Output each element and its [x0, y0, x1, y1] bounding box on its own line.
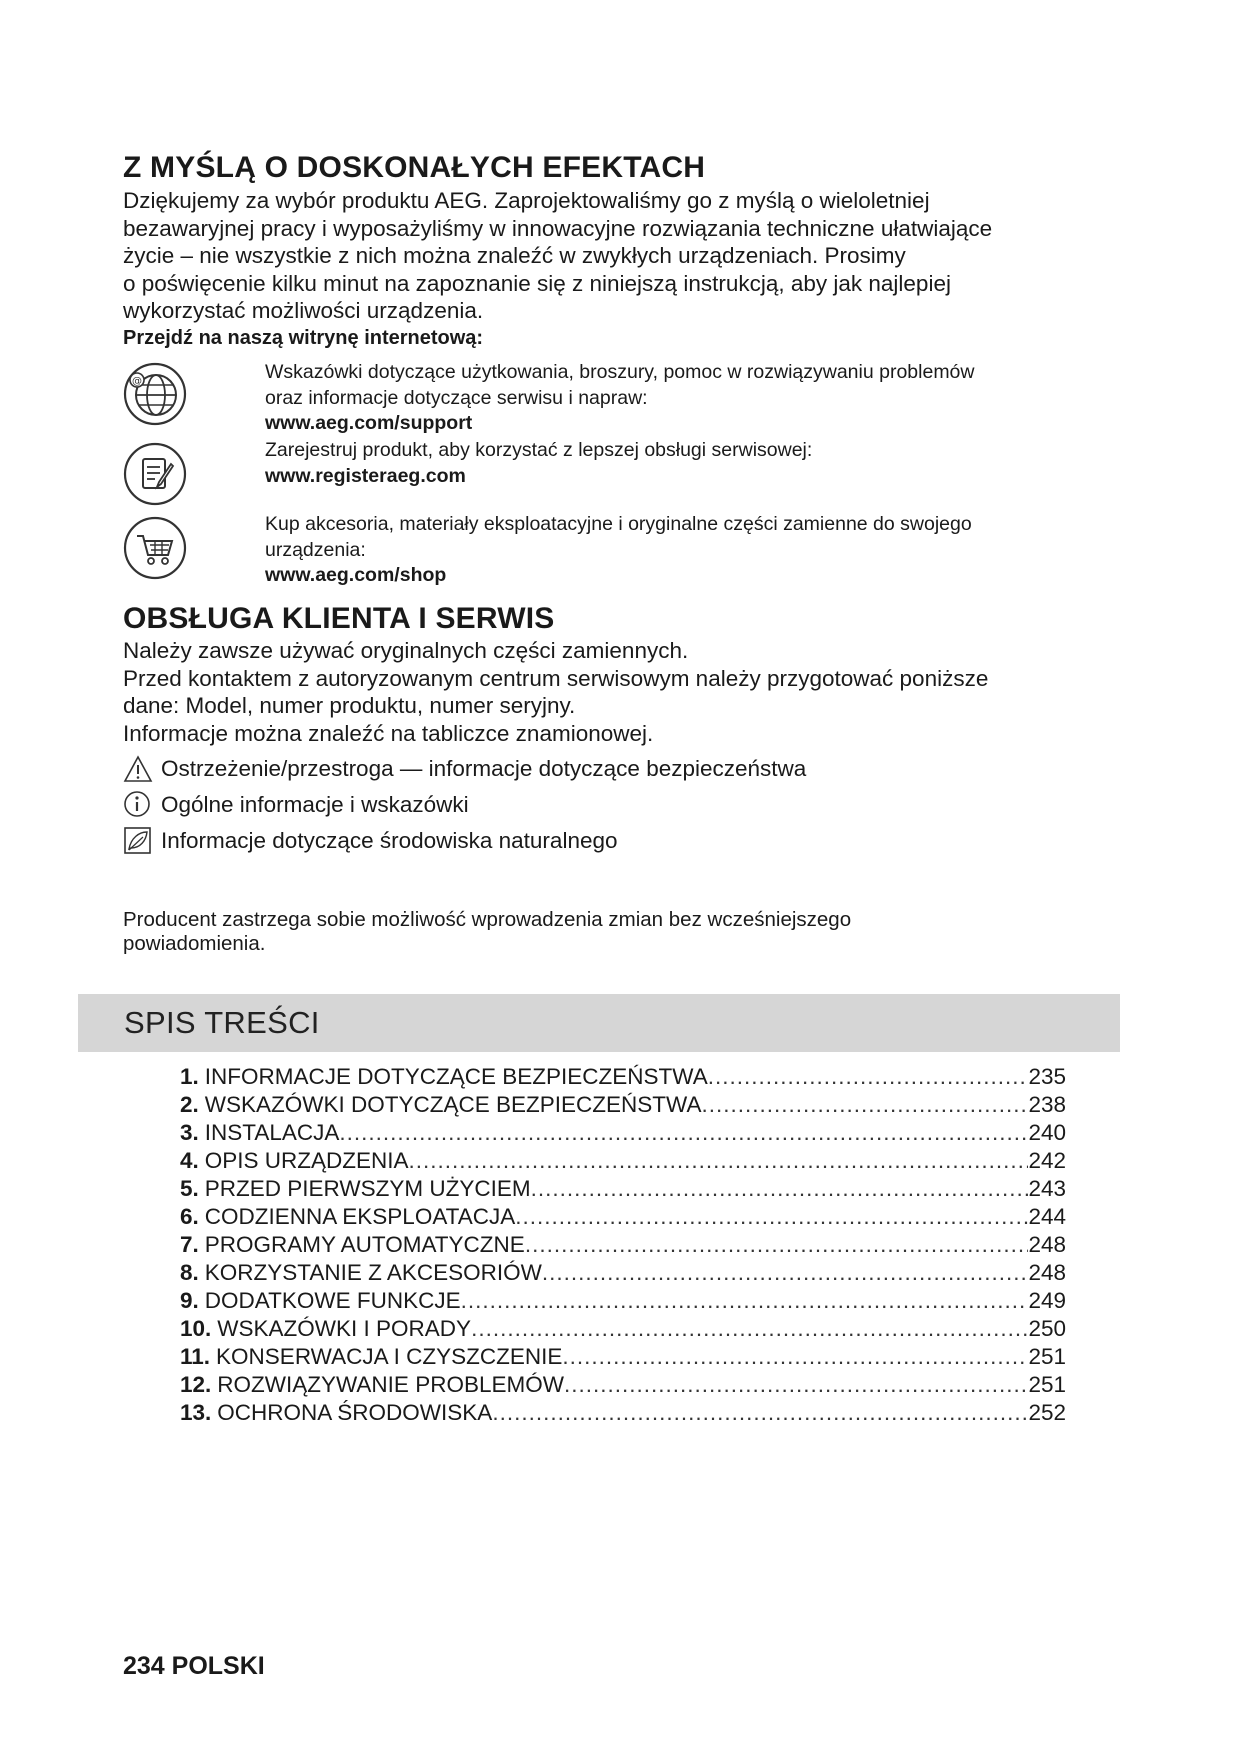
toc-leader: [531, 1176, 1029, 1202]
service-line: Przed kontaktem z autoryzowanym centrum serwisowym należy przygotować poniższe: [123, 665, 989, 691]
toc-page: 240: [1028, 1120, 1066, 1145]
toc-page: 238: [1028, 1092, 1066, 1117]
toc-item[interactable]: [180, 1288, 1066, 1316]
toc-item[interactable]: [180, 1148, 1066, 1176]
toc-item[interactable]: [180, 1344, 1066, 1372]
service-line: dane: Model, numer produktu, numer seryjny.: [123, 693, 576, 719]
toc-item[interactable]: [180, 1400, 1066, 1428]
toc-item-title: DODATKOWE FUNKCJE: [204, 1288, 461, 1313]
toc-item[interactable]: [180, 1372, 1066, 1400]
toc-item[interactable]: [180, 1120, 1066, 1148]
service-paragraph: [123, 637, 988, 747]
table-of-contents: [180, 1064, 1066, 1428]
toc-page: 242: [1028, 1148, 1066, 1173]
globe-icon: [123, 362, 187, 426]
toc-leader: [701, 1092, 1028, 1118]
intro-line: wykorzystać możliwości urządzenia.: [123, 298, 484, 324]
cart-icon: [123, 516, 187, 580]
web-link-register: [265, 438, 812, 489]
toc-item[interactable]: [180, 1176, 1066, 1204]
toc-num: 6.: [180, 1204, 199, 1229]
toc-item-title: CODZIENNA EKSPLOATACJA: [204, 1204, 516, 1229]
toc-item[interactable]: [180, 1204, 1066, 1232]
toc-num: 4.: [180, 1148, 199, 1173]
toc-leader: [564, 1372, 1028, 1398]
toc-page: 252: [1028, 1400, 1066, 1425]
web-link-text: Wskazówki dotyczące użytkowania, broszury, pomoc w rozwiązywaniu problemów: [265, 361, 975, 383]
toc-num: 9.: [180, 1288, 199, 1313]
info-icon: [123, 790, 153, 820]
toc-item-title: OCHRONA ŚRODOWISKA: [217, 1400, 493, 1425]
disclaimer: [123, 908, 851, 956]
toc-leader: [492, 1400, 1028, 1426]
toc-page: 249: [1028, 1288, 1066, 1313]
toc-leader: [471, 1316, 1028, 1342]
web-link-support: [265, 360, 974, 437]
toc-page: 244: [1028, 1204, 1066, 1229]
toc-leader: [542, 1260, 1029, 1286]
toc-page: 251: [1028, 1372, 1066, 1397]
intro-line: bezawaryjnej pracy i wyposażyliśmy w innowacyjne rozwiązania techniczne ułatwiające: [123, 215, 993, 241]
toc-page: 248: [1028, 1260, 1066, 1285]
web-link-text: Zarejestruj produkt, aby korzystać z lepszej obsługi serwisowej:: [265, 439, 813, 461]
toc-page: 235: [1028, 1064, 1066, 1089]
legend-text: Ostrzeżenie/przestroga — informacje dotyczące bezpieczeństwa: [161, 756, 807, 781]
website-label: Przejdź na naszą witrynę internetową:: [123, 327, 484, 349]
service-heading: OBSŁUGA KLIENTA I SERWIS: [123, 602, 555, 635]
toc-num: 13.: [180, 1400, 212, 1425]
legend-text: Ogólne informacje i wskazówki: [161, 792, 469, 817]
disclaimer-line: powiadomienia.: [123, 932, 266, 955]
legend-info: [123, 790, 469, 820]
toc-item-title: PRZED PIERWSZYM UŻYCIEM: [204, 1176, 531, 1201]
toc-item[interactable]: [180, 1232, 1066, 1260]
intro-line: Dziękujemy za wybór produktu AEG. Zaprojektowaliśmy go z myślą o wieloletniej: [123, 188, 930, 213]
toc-page: 250: [1028, 1316, 1066, 1341]
svg-text:@: @: [132, 376, 142, 387]
toc-item-title: WSKAZÓWKI I PORADY: [217, 1316, 472, 1341]
toc-item-title: INSTALACJA: [204, 1120, 340, 1145]
intro-paragraph: [123, 187, 992, 325]
toc-item[interactable]: [180, 1092, 1066, 1120]
toc-item-title: OPIS URZĄDZENIA: [204, 1148, 409, 1173]
page-footer: 234 POLSKI: [123, 1652, 265, 1680]
legend-environment: [123, 826, 618, 856]
web-link-text: oraz informacje dotyczące serwisu i napraw:: [265, 386, 648, 409]
toc-title: SPIS TREŚCI: [124, 1005, 320, 1040]
service-line: Należy zawsze używać oryginalnych części zamiennych.: [123, 638, 689, 663]
toc-leader: [461, 1288, 1029, 1314]
intro-heading: Z MYŚLĄ O DOSKONAŁYCH EFEKTACH: [123, 151, 706, 184]
toc-num: 5.: [180, 1176, 199, 1201]
shop-url-link[interactable]: www.aeg.com/shop: [265, 564, 447, 586]
toc-item[interactable]: [180, 1064, 1066, 1092]
toc-item-title: WSKAZÓWKI DOTYCZĄCE BEZPIECZEŃSTWA: [204, 1092, 702, 1117]
toc-leader: [708, 1064, 1029, 1090]
toc-leader: [525, 1232, 1029, 1258]
legend-warning: [123, 754, 806, 784]
toc-item-title: PROGRAMY AUTOMATYCZNE: [204, 1232, 525, 1257]
toc-item[interactable]: [180, 1260, 1066, 1288]
toc-num: 11.: [180, 1344, 211, 1369]
web-link-text: Kup akcesoria, materiały eksploatacyjne i oryginalne części zamienne do swojego: [265, 513, 972, 535]
toc-leader: [339, 1120, 1028, 1146]
legend-text: Informacje dotyczące środowiska naturalnego: [161, 828, 618, 853]
toc-leader: [515, 1204, 1028, 1230]
intro-line: życie – nie wszystkie z nich można znaleźć w zwykłych urządzeniach. Prosimy: [123, 243, 906, 269]
toc-item-title: KORZYSTANIE Z AKCESORIÓW: [204, 1260, 542, 1285]
toc-item[interactable]: [180, 1316, 1066, 1344]
disclaimer-line: Producent zastrzega sobie możliwość wprowadzenia zmian bez wcześniejszego: [123, 908, 852, 931]
toc-num: 7.: [180, 1232, 199, 1257]
toc-num: 12.: [180, 1372, 212, 1397]
leaf-icon: [123, 826, 153, 856]
toc-leader: [562, 1344, 1028, 1370]
warning-icon: [123, 754, 153, 784]
web-link-shop: [265, 512, 972, 589]
service-line: Informacje można znaleźć na tabliczce znamionowej.: [123, 720, 654, 746]
toc-item-title: INFORMACJE DOTYCZĄCE BEZPIECZEŃSTWA: [204, 1064, 708, 1089]
toc-item-title: KONSERWACJA I CZYSZCZENIE: [216, 1344, 563, 1369]
toc-num: 3.: [180, 1120, 199, 1145]
toc-item-title: ROZWIĄZYWANIE PROBLEMÓW: [217, 1372, 564, 1397]
register-url-link[interactable]: www.registeraeg.com: [265, 464, 466, 487]
toc-num: 2.: [180, 1092, 199, 1117]
web-link-text: urządzenia:: [265, 538, 366, 561]
toc-num: 8.: [180, 1260, 199, 1285]
toc-page: 251: [1028, 1344, 1066, 1369]
intro-line: o poświęcenie kilku minut na zapoznanie się z niniejszą instrukcją, aby jak najlepiej: [123, 270, 951, 296]
register-icon: [123, 442, 187, 506]
toc-num: 10.: [180, 1316, 212, 1341]
toc-page: 243: [1028, 1176, 1066, 1201]
support-url-link[interactable]: www.aeg.com/support: [265, 412, 473, 434]
toc-leader: [409, 1148, 1029, 1174]
toc-num: 1.: [180, 1064, 199, 1089]
toc-page: 248: [1028, 1232, 1066, 1257]
